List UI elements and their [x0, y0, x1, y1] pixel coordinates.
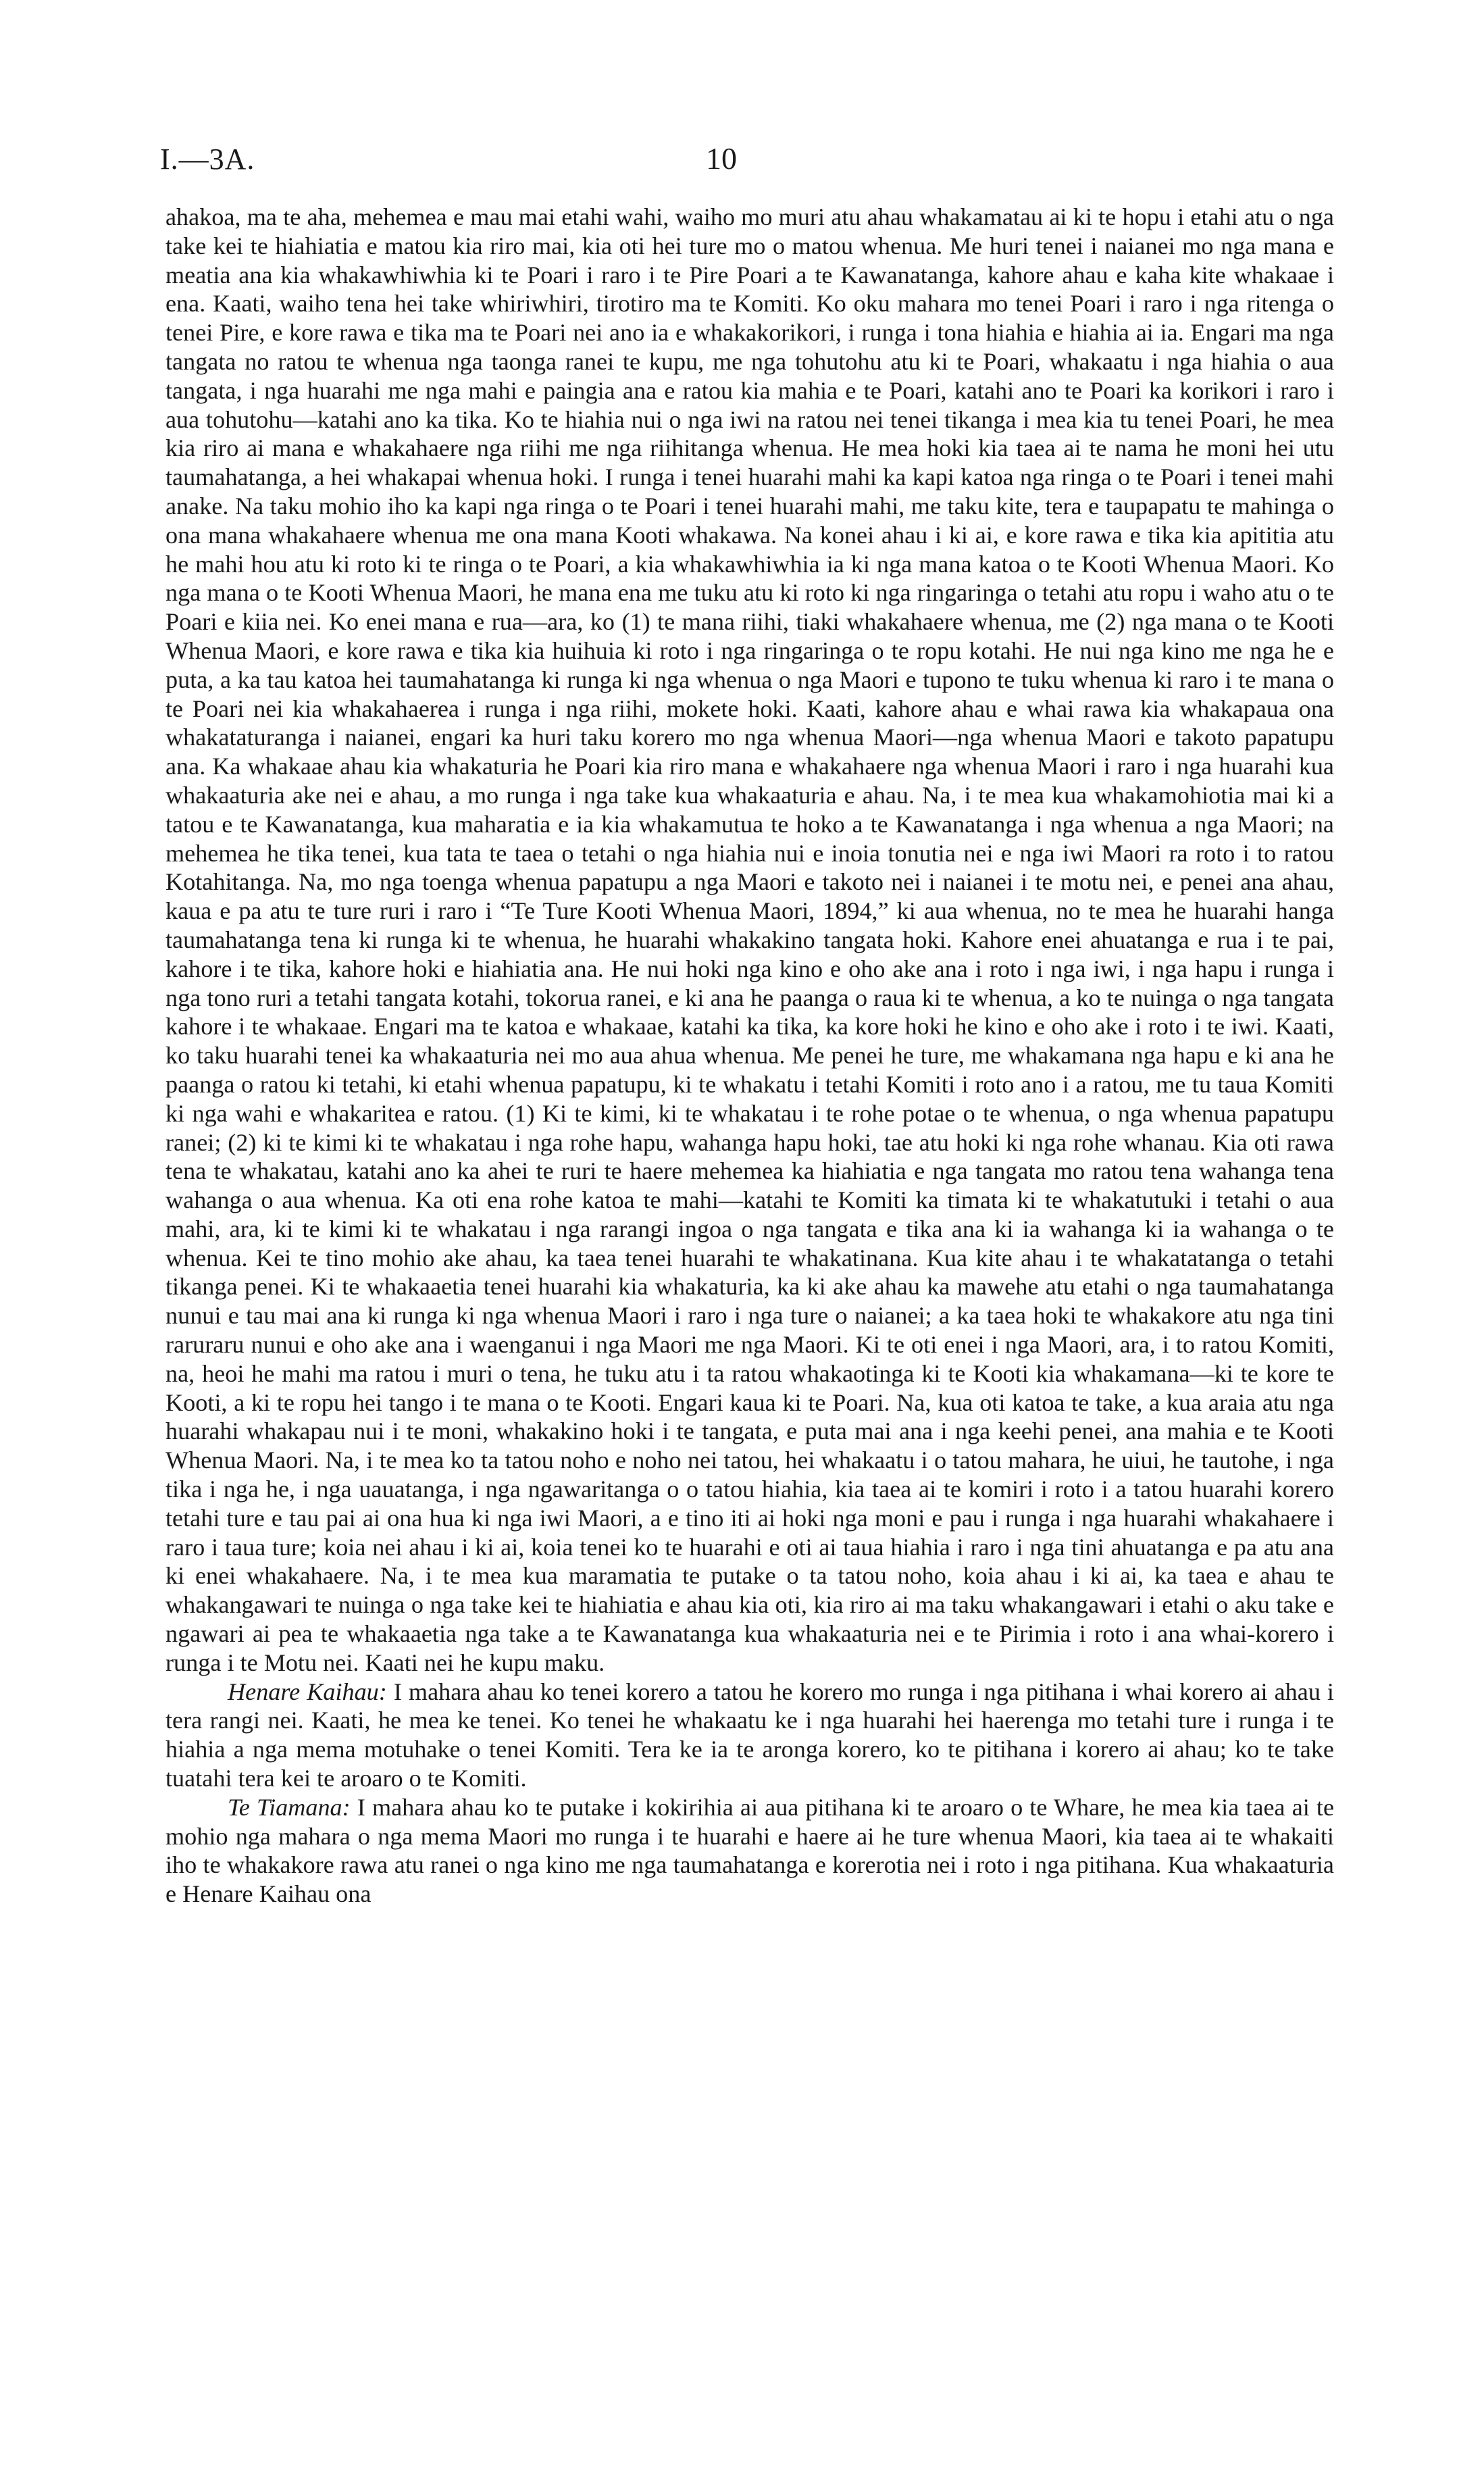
speaker-name: Te Tiamana:	[228, 1793, 351, 1821]
paragraph	[165, 1793, 1334, 1909]
page-number: 10	[706, 141, 737, 176]
paragraph-text: I mahara ahau ko tenei korero a tatou he korero mo runga i nga pitihana i whai korero ai ahau i tera rangi nei. Kaati, he mea ke tenei. Ko tenei he whakaatu ke i nga huarahi hei haerenga mo tetahi ture i runga i te hiahia a nga mema motuhake o tenei Komiti. Tera ke ia te aronga korero, ko te pitihana i korero ai ahau; ko te take tuatahi tera kei te aroaro o te Komiti.	[165, 1678, 1334, 1792]
body-text	[165, 203, 1334, 1909]
paragraph-text: I mahara ahau ko te putake i kokirihia ai aua pitihana ki te aroaro o te Whare, he mea kia taea ai te mohio nga mahara o nga mema Maori mo runga i te huarahi e haere ai he ture whenua Maori, kia taea ai te whakaiti iho te whakakore rawa atu ranei o nga kino me nga taumahatanga e korerotia nei i roto i nga pitihana. Kua whakaaturia e Henare Kaihau ona	[165, 1793, 1335, 1908]
paragraph: ahakoa, ma te aha, mehemea e mau mai etahi wahi, waiho mo muri atu ahau whakamatau ai ki te hopu i etahi atu o nga take kei te hiahiatia e matou kia riro mai, kia oti hei ture mo o matou whenua. Me huri tenei i naianei mo nga mana e meatia ana kia whakawhiwhia ki te Poari i raro i te Pire Poari a te Kawanatanga, kahore ahau e kaha kite whakaae i ena. Kaati, waiho tena hei take whiriwhiri, tirotiro ma te Komiti. Ko oku mahara mo tenei Poari i raro i nga ritenga o tenei Pire, e kore rawa e tika ma te Poari nei ano ia e whakakorikori, i runga i tona hiahia e hiahia ai ia. Engari ma nga tangata no ratou te whenua nga taonga ranei te kupu, me nga tohutohu atu ki te Poari, whakaatu i nga hiahia o aua tangata, i nga huarahi me nga mahi e paingia ana e ratou kia mahia e te Poari, katahi ano te Poari ka korikori i raro i aua tohutohu—katahi ano ka tika. Ko te hiahia nui o nga iwi na ratou nei tenei tikanga i mea kia tu tenei Poari, he mea kia riro ai mana e whakahaere nga riihi me nga riihitanga whenua. He mea hoki kia taea ai te nama he moni hei utu taumahatanga, a hei whakapai whenua hoki. I runga i tenei huarahi mahi ka kapi katoa nga ringa o te Poari i tenei mahi anake. Na taku mohio iho ka kapi nga ringa o te Poari i tenei huarahi mahi, me taku kite, tera e taupapatu te mahinga o ona mana whakahaere whenua me ona mana Kooti whakawa. Na konei ahau i ki ai, e kore rawa e tika kia apititia atu he mahi hou atu ki roto ki te ringa o te Poari, a kia whakawhiwhia ia ki nga mana katoa o te Kooti Whenua Maori. Ko nga mana o te Kooti Whenua Maori, he mana ena me tuku atu ki roto ki nga ringaringa o tetahi atu ropu i waho atu o te Poari e kiia nei. Ko enei mana e rua—ara, ko (1) te mana riihi, tiaki whakahaere whenua, me (2) nga mana o te Kooti Whenua Maori, e kore rawa e tika kia huihuia ki roto i nga ringaringa o te ropu kotahi. He nui nga kino me nga he e puta, a ka tau katoa hei taumahatanga ki runga ki nga whenua o nga Maori e tupono te tuku whenua ki raro i te mana o te Poari nei kia whakahaerea i runga i nga riihi, mokete hoki. Kaati, kahore ahau e whai rawa kia whakapaua ona whakataturanga i naianei, engari ka huri taku korero mo nga whenua Maori—nga whenua Maori e takoto papatupu ana. Ka whakaae ahau kia whakaturia he Poari kia riro mana e whakahaere nga whenua Maori i raro i nga huarahi kua whakaaturia ake nei e ahau, a mo runga i nga take kua whakaaturia e ahau. Na, i te mea kua whakamohiotia mai ki a tatou e te Kawanatanga, kua maharatia e ia kia whakamutua te hoko a te Kawanatanga i nga whenua a nga Maori; na mehemea he tika tenei, kua tata te taea o tetahi o nga hiahia nui e inoia tonutia nei e nga iwi Maori ra roto i to ratou Kotahitanga. Na, mo nga toenga whenua papatupu a nga Maori e takoto nei i naianei i te motu nei, e penei ana ahau, kaua e pa atu te ture ruri i raro i “Te Ture Kooti Whenua Maori, 1894,” ki aua whenua, no te mea he huarahi hanga taumahatanga tena ki runga ki te whenua, he huarahi whakakino tangata hoki. Kahore enei ahuatanga e rua i te pai, kahore i te tika, kahore hoki e hiahiatia ana. He nui hoki nga kino e oho ake ana i roto i nga iwi, i nga hapu i runga i nga tono ruri a tetahi tangata kotahi, tokorua ranei, e ki ana he paanga o raua ki te whenua, a ko te nuinga o nga tangata kahore i te whakaae. Engari ma te katoa e whakaae, katahi ka tika, ka kore hoki he kino e oho ake i roto i te iwi. Kaati, ko taku huarahi tenei ka whakaaturia nei mo aua ahua whenua. Me penei he ture, me whakamana nga hapu e ki ana he paanga o ratou ki tetahi, ki etahi whenua papatupu, ki te whakatu i tetahi Komiti i roto ano i a ratou, me tu taua Komiti ki nga wahi e whakaritea e ratou. (1) Ki te kimi, ki te whakatau i te rohe potae o te whenua, o nga whenua papatupu ranei; (2) ki te kimi ki te whakatau i nga rohe hapu, wahanga hapu hoki, tae atu hoki ki nga rohe whanau. Kia oti rawa tena te whakatau, katahi ano ka ahei te ruri te haere mehemea ka hiahiatia e nga tangata mo ratou tena wahanga tena wahanga o aua whenua. Ka oti ena rohe katoa te mahi—katahi te Komiti ka timata ki te whakatutuki i tetahi o aua mahi, ara, ki te kimi ki te whakatau i nga rarangi ingoa o nga tangata e tika ana ki ia wahanga ki ia wahanga o te whenua. Kei te tino mohio ake ahau, ka taea tenei huarahi te whakatinana. Kua kite ahau i te whakatatanga o tetahi tikanga penei. Ki te whakaaetia tenei huarahi kia whakaturia, ka ki ake ahau ka mawehe atu etahi o nga taumahatanga nunui e tau mai ana ki runga ki nga whenua Maori i raro i nga ture o naianei; a ka taea hoki te whakakore atu nga tini raruraru nunui e oho ake ana i waenganui i nga Maori me nga Maori. Ki te oti enei i nga Maori, ara, i to ratou Komiti, na, heoi he mahi ma ratou i muri o tena, he tuku atu i ta ratou whakaotinga ki te Kooti kia whakamana—ki te kore te Kooti, a ki te ropu hei tango i te mana o te Kooti. Engari kaua ki te Poari. Na, kua oti katoa te take, a kua araia atu nga huarahi whakapau nui i te moni, whakakino hoki i te tangata, e puta mai ana i nga keehi penei, ana mahia e te Kooti Whenua Maori. Na, i te mea ko ta tatou noho e noho nei tatou, hei whakaatu i o tatou mahara, he uiui, he tautohe, i nga tika i nga he, i nga uauatanga, i nga ngawaritanga o o tatou hiahia, kia taea ai te komiri i roto i a tatou huarahi korero tetahi ture e tau pai ai ona hua ki nga iwi Maori, a e tino iti ai hoki nga moni e pau i runga i nga huarahi whakahaere i raro i taua ture; koia nei ahau i ki ai, koia tenei ko te huarahi e oti ai taua hiahia i raro i nga tini ahuatanga e pa atu ana ki enei whakahaere. Na, i te mea kua maramatia te putake o ta tatou noho, koia ahau i ki ai, ka taea e ahau te whakangawari te nuinga o nga take kei te hiahiatia e ahau kia oti, kia riro ai ma taku whakangawari i etahi o aku take e ngawari ai pea te whakaaetia nga take a te Kawanatanga kua whakaaturia nei e te Pirimia i roto i ana whai-korero i runga i te Motu nei. Kaati nei he kupu maku.	[165, 203, 1334, 1676]
speaker-name: Henare Kaihau:	[228, 1678, 387, 1705]
document-reference: I.—3A.	[160, 143, 255, 176]
paragraph	[165, 1678, 1334, 1793]
